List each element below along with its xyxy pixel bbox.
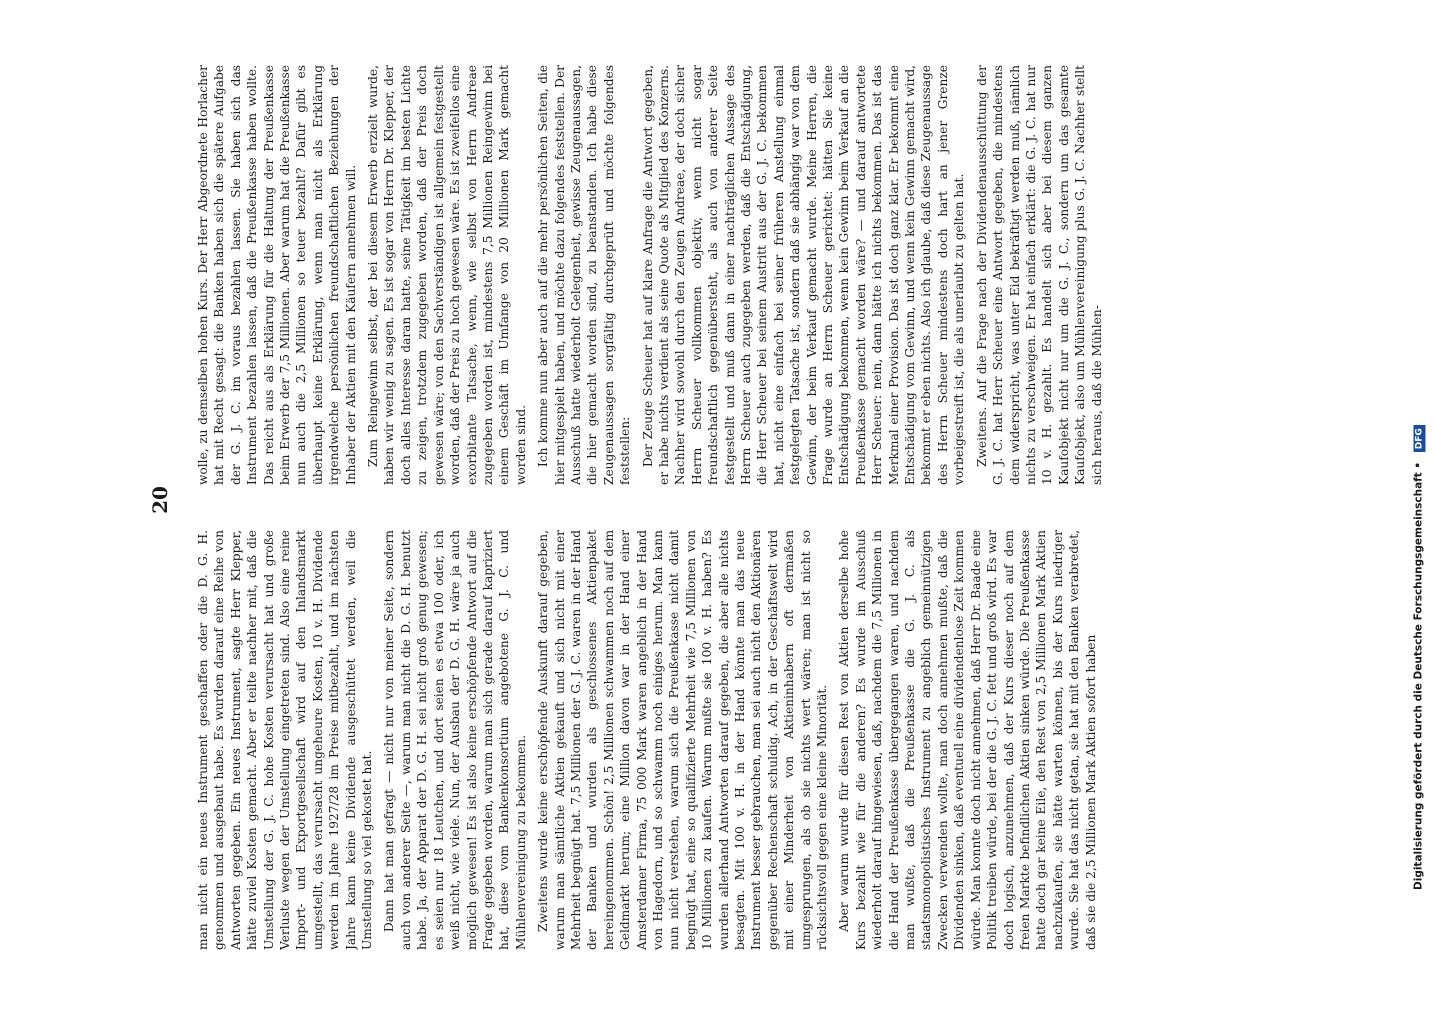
text-column-right <box>195 65 1345 485</box>
page-number: 20 <box>148 486 172 514</box>
paragraph: Der Zeuge Scheuer hat auf klare Anfrage die Antwort gegeben, er habe nichts verdient als seine Quote als Mitglied des Konzerns. Nachher wird sowohl durch den Zeugen Andreae, der doch sicher Herrn Scheuer vollkommen objektiv, wenn nicht sogar freundschaftlich gegenübersteht, als auch von anderer Seite festgestellt und muß dann in einer nachträglichen Aussage des Herrn Scheuer auch zugegeben werden, daß die Entschädigung, die Herr Scheuer bei seinem Austritt aus der G. J. C. bekommen hat, nicht eine einfach bei seiner früheren Anstellung einmal festgelegten Tatsache ist, sondern daß sie abhängig war von dem Gewinn, der beim Verkauf gemacht wurde. Meine Herren, die Frage wurde an Herrn Scheuer gerichtet: hätten Sie keine Entschädigung bekommen, wenn kein Gewinn beim Verkauf an die Preußenkasse gemacht worden wäre? — und darauf antwortete Herr Scheuer: nein, dann hätte ich nichts bekommen. Das ist das Merkmal einer Provision. Das ist doch ganz klar. Er bekommt eine Entschädigung vom Gewinn, und wenn kein Gewinn gemacht wird, bekommt er eben nichts. Also ich glaube, daß diese Zeugenaussage des Herrn Scheuer mindestens doch hart an jener Grenze vorbeigestreift ist, die als unerlaubt zu gelten hat. <box>640 65 967 485</box>
separator: • <box>1412 461 1425 469</box>
digitization-credit-sidebar <box>1408 0 1430 1000</box>
paragraph: Aber warum wurde für diesen Rest von Aktien derselbe hohe Kurs bezahlt wie für die anderen? Es wurde im Ausschuß wiederholt darauf hingewiesen, daß, nachdem die 7,5 Millionen in die Hand der Preußenkasse übergegangen waren, und nachdem man wußte, daß die Preußenkasse die G. J. C. als staatsmonopolistisches Instrument zu angeblich gemeinnützigen Zwecken verwenden wollte, man doch annehmen mußte, daß die Dividenden sinken, daß eventuell eine dividendenlose Zeit kommen würde. Man konnte doch nicht annehmen, daß Herr Dr. Baade eine Politik treiben würde, bei der die G. J. C. fett und groß wird. Es war doch logisch, anzunehmen, daß der Kurs dieser noch auf dem freien Markte befindlichen Aktien sinken würde. Die Preußenkasse hatte doch gar keine Eile, den Rest von 2,5 Millionen Mark Aktien nachzukaufen, sie hätte warten können, bis der Kurs niedriger wurde. Sie hat das nicht getan, sie hat mit den Banken verabredet, daß sie die 2,5 Millionen Mark Aktien sofort haben <box>837 530 1098 950</box>
paragraph: Zweitens. Auf die Frage nach der Dividendenausschüttung der G. J. C. hat Herr Scheuer eine Antwort gegeben, die mindestens dem widerspricht, was unter Eid bekräftigt werden muß, nämlich nichts zu verschweigen. Er hat einfach erklärt: die G. J. C. hat nur 10 v. H. gezahlt. Es handelt sich aber bei diesem ganzen Kaufobjekt nicht nur um die G. J. C., sondern um das gesamte Kaufobjekt, also um Mühlenvereinigung plus G. J. C. Nachher stellt sich heraus, daß die Mühlen- <box>974 65 1104 485</box>
paragraph: Zum Reingewinn selbst, der bei diesem Erwerb erzielt wurde, haben wir wenig zu sagen. Es ist sogar von Herrn Dr. Klepper, der doch alles Interesse daran hatte, seine Tätigkeit im besten Lichte zu zeigen, trotzdem zugegeben worden, daß der Preis doch gewesen wäre; von den Sachverständigen ist allgemein festgestellt worden, daß der Preis zu hoch gewesen wäre. Es ist zweifellos eine exorbitante Tatsache, wenn, wie selbst von Herrn Andreae zugegeben worden ist, mindestens 7,5 Millionen Reingewinn bei einem Geschäft im Umfange von 20 Millionen Mark gemacht worden sind. <box>366 65 528 485</box>
paragraph: Dann hat man gefragt — nicht nur von meiner Seite, sondern auch von anderer Seite —, warum man nicht die D. G. H. benutzt habe. Ja, der Apparat der D. G. H. sei nicht groß genug gewesen; es seien nur 18 Leutchen, und dort seien es etwa 100 oder, ich weiß nicht, wie viele. Nun, der Ausbau der D. G. H. wäre ja auch möglich gewesen! Es ist also keine erschöpfende Antwort auf die Frage gegeben worden, warum man sich gerade darauf kapriziert hat, diese vom Bankenkonsortium angebotene G. J. C. und Mühlenvereinigung zu bekommen. <box>382 530 528 950</box>
paragraph: Zweitens wurde keine erschöpfende Auskunft darauf gegeben, warum man sämtliche Aktien gekauft und sich nicht mit einer Mehrheit begnügt hat. 7,5 Millionen der G. J. C. waren in der Hand der Banken und wurden als geschlossenes Aktienpaket hereingenommen. Schön! 2,5 Millionen schwammen noch auf dem Geldmarkt herum; eine Million davon war in der Hand einer Amsterdamer Firma, 75 000 Mark waren angeblich in der Hand von Hagedorn, und so schwamm noch einiges herum. Man kann nun nicht verstehen, warum sich die Preußenkasse nicht damit begnügt hat, eine so qualifizierte Mehrheit wie 7,5 Millionen von 10 Millionen zu kaufen. Warum mußte sie 100 v. H. haben? Es wurden allerhand Antworten darauf gegeben, die aber alle nichts besagten. Mit 100 v. H. in der Hand könnte man das neue Instrument besser gebrauchen, man sei auch nicht den Aktionären gegenüber Rechenschaft schuldig. Ach, in der Geschäftswelt wird mit einer Minderheit von Aktieninhabern oft dermaßen umgesprungen, als ob sie nichts wert wären; man ist nicht so rücksichtsvoll gegen eine kleine Minorität. <box>536 530 830 950</box>
paragraph: man nicht ein neues Instrument geschaffen oder die D. G. H. genommen und ausgebaut habe. Es wurden darauf eine Reihe von Antworten gegeben. Ein neues Instrument, sagte Herr Klepper, hätte zuviel Kosten gemacht. Aber er teilte nachher mit, daß die Umstellung der G. J. C. hohe Kosten verursacht hat und große Verluste wegen der Umstellung eingetreten sind. Also eine reine Import- und Exportgesellschaft wird auf den Inlandsmarkt umgestellt, das verursacht ungeheure Kosten, 10 v. H. Dividende werden im Jahre 1927/28 im Preise mitbezahlt, und im nächsten Jahre kann keine Dividende ausgeschüttet werden, weil die Umstellung so viel gekostet hat. <box>196 530 375 950</box>
rotated-document-page <box>100 50 1400 950</box>
paragraph: Ich komme nun aber auch auf die mehr persönlichen Seiten, die hier mitgespielt haben, und möchte dazu folgendes feststellen. Der Ausschuß hatte wiederholt Gelegenheit, gewisse Zeugenaussagen, die hier gemacht worden sind, zu beanstanden. Ich habe diese Zeugenaussagen sorgfältig durchgeprüft und möchte folgendes feststellen: <box>536 65 633 485</box>
dfg-logo: DFG <box>1414 425 1426 452</box>
digitization-credit-text: Digitalisierung gefördert durch die Deutsche Forschungsgemeinschaft <box>1412 472 1425 890</box>
text-column-left <box>195 530 1345 950</box>
digitization-credit <box>1413 0 1426 1010</box>
paragraph: wolle, zu demselben hohen Kurs. Der Herr Abgeordnete Horlacher hat mit Recht gesagt: die Banken haben sich die spätere Aufgabe der G. J. C. im voraus bezahlen lassen. Sie haben sich das Instrument bezahlen lassen, daß die Preußenkasse haben wollte. Das reicht aus als Erklärung für die Haltung der Preußenkasse beim Erwerb der 7,5 Millionen. Aber warum hat die Preußenkasse nun auch die 2,5 Millionen so teuer bezahlt? Dafür gibt es überhaupt keine Erklärung, wenn man nicht als Erklärung irgendwelche persönlichen freundschaftlichen Beziehungen der Inhaber der Aktien mit den Käufern annehmen will. <box>196 65 358 485</box>
